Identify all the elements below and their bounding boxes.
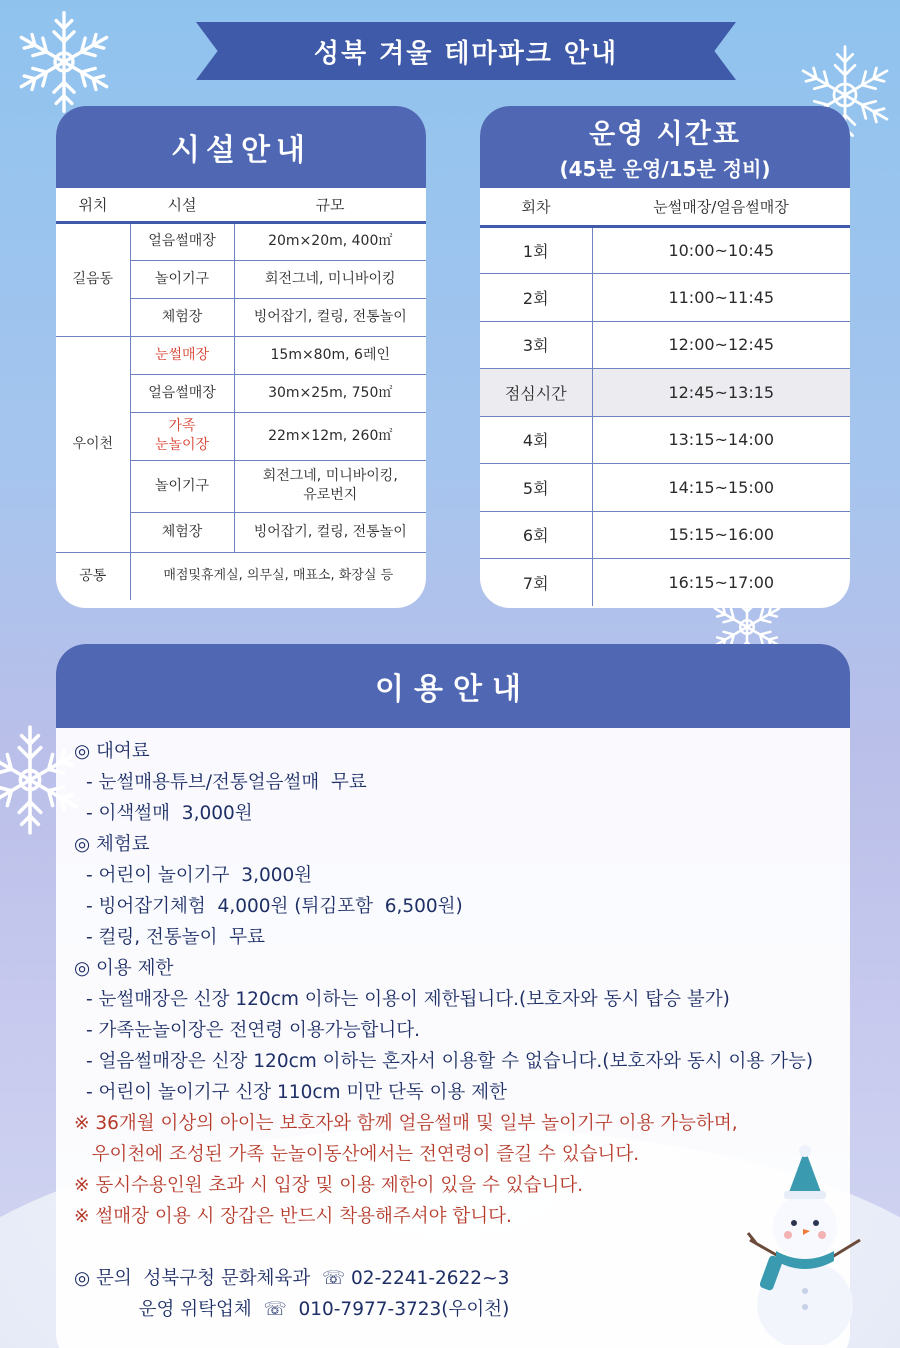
time-cell: 12:00~12:45 bbox=[592, 321, 850, 369]
round-cell: 5회 bbox=[480, 464, 592, 512]
facilities-card bbox=[56, 106, 426, 608]
round-cell: 1회 bbox=[480, 226, 592, 274]
size-cell: 회전그네, 미니바이킹 bbox=[234, 260, 426, 298]
section-heading: ◎ 체험료 bbox=[74, 834, 150, 855]
header-time: 눈썰매장/얼음썰매장 bbox=[592, 188, 850, 226]
schedule-row bbox=[480, 511, 850, 559]
usage-list bbox=[56, 728, 850, 1325]
schedule-card bbox=[480, 106, 850, 608]
common-facilities-cell: 매점및휴게실, 의무실, 매표소, 화장실 등 bbox=[130, 552, 426, 600]
list-item: - 눈썰매장은 신장 120cm 이하는 이용이 제한됩니다.(보호자와 동시 탑승 불가) bbox=[86, 989, 730, 1010]
facility-cell: 가족 눈놀이장 bbox=[130, 412, 234, 460]
schedule-subtitle: (45분 운영/15분 정비) bbox=[559, 157, 771, 181]
facility-cell: 놀이기구 bbox=[130, 460, 234, 512]
round-cell: 2회 bbox=[480, 274, 592, 322]
schedule-row bbox=[480, 321, 850, 369]
list-item: - 컬링, 전통놀이 무료 bbox=[86, 927, 266, 948]
notice-line: ※ 36개월 이상의 아이는 보호자와 함께 얼음썰매 및 일부 놀이기구 이용 가능하며, bbox=[74, 1113, 738, 1134]
schedule-header-row bbox=[480, 188, 850, 226]
size-cell: 빙어잡기, 컬링, 전통놀이 bbox=[234, 512, 426, 552]
time-cell: 10:00~10:45 bbox=[592, 226, 850, 274]
size-cell: 빙어잡기, 컬링, 전통놀이 bbox=[234, 298, 426, 336]
time-cell: 16:15~17:00 bbox=[592, 559, 850, 607]
section-heading: ◎ 이용 제한 bbox=[74, 958, 174, 979]
section-heading: ◎ 문의 성북구청 문화체육과 ☏ 02-2241-2622~3 bbox=[74, 1268, 510, 1289]
snowflake-icon bbox=[8, 6, 120, 118]
time-cell: 14:15~15:00 bbox=[592, 464, 850, 512]
size-cell: 20m×20m, 400㎡ bbox=[234, 222, 426, 260]
section-heading: ◎ 대여료 bbox=[74, 741, 150, 762]
location-cell: 우이천 bbox=[56, 336, 130, 552]
schedule-row bbox=[480, 416, 850, 464]
round-cell: 점심시간 bbox=[480, 369, 592, 417]
size-cell: 22m×12m, 260㎡ bbox=[234, 412, 426, 460]
title-banner bbox=[196, 22, 736, 80]
notice-line: ※ 썰매장 이용 시 장갑은 반드시 착용해주셔야 합니다. bbox=[74, 1206, 512, 1227]
list-item: - 얼음썰매장은 신장 120cm 이하는 혼자서 이용할 수 없습니다.(보호자와 동시 이용 가능) bbox=[86, 1051, 814, 1072]
time-cell: 15:15~16:00 bbox=[592, 511, 850, 559]
schedule-header bbox=[480, 106, 850, 188]
size-cell: 30m×25m, 750㎡ bbox=[234, 374, 426, 412]
header-facility: 시설 bbox=[130, 188, 234, 222]
usage-title: 이용안내 bbox=[56, 644, 850, 728]
time-cell: 12:45~13:15 bbox=[592, 369, 850, 417]
time-cell: 13:15~14:00 bbox=[592, 416, 850, 464]
table-row bbox=[56, 222, 426, 260]
size-cell: 회전그네, 미니바이킹, 유로번지 bbox=[234, 460, 426, 512]
location-cell: 길음동 bbox=[56, 222, 130, 336]
list-item: - 이색썰매 3,000원 bbox=[86, 803, 253, 824]
schedule-table bbox=[480, 188, 850, 606]
facility-cell: 체험장 bbox=[130, 298, 234, 336]
header-location: 위치 bbox=[56, 188, 130, 222]
table-row bbox=[56, 552, 426, 600]
header-size: 규모 bbox=[234, 188, 426, 222]
list-item: - 가족눈놀이장은 전연령 이용가능합니다. bbox=[86, 1020, 421, 1041]
schedule-title: 운영 시간표 bbox=[589, 119, 741, 150]
notice-line: 우이천에 조성된 가족 눈놀이동산에서는 전연령이 즐길 수 있습니다. bbox=[74, 1144, 640, 1165]
facilities-title: 시설안내 bbox=[56, 106, 426, 188]
round-cell: 7회 bbox=[522, 574, 549, 593]
list-item: - 빙어잡기체험 4,000원 (튀김포함 6,500원) bbox=[86, 896, 463, 917]
facility-cell: 눈썰매장 bbox=[130, 336, 234, 374]
table-row bbox=[56, 336, 426, 374]
schedule-row bbox=[480, 464, 850, 512]
facilities-header-row bbox=[56, 188, 426, 222]
facility-cell: 얼음썰매장 bbox=[130, 222, 234, 260]
schedule-row bbox=[480, 226, 850, 274]
usage-card bbox=[56, 644, 850, 1348]
header-round: 회차 bbox=[480, 188, 592, 226]
snowman-illustration bbox=[740, 1145, 870, 1345]
size-cell: 15m×80m, 6레인 bbox=[234, 336, 426, 374]
schedule-row bbox=[480, 274, 850, 322]
list-item: - 어린이 놀이기구 3,000원 bbox=[86, 865, 313, 886]
facilities-table bbox=[56, 188, 426, 600]
facility-cell: 체험장 bbox=[130, 512, 234, 552]
lunch-row bbox=[480, 369, 850, 417]
location-cell: 공통 bbox=[79, 567, 107, 584]
facility-cell: 놀이기구 bbox=[130, 260, 234, 298]
notice-line: ※ 동시수용인원 초과 시 입장 및 이용 제한이 있을 수 있습니다. bbox=[74, 1175, 584, 1196]
time-cell: 11:00~11:45 bbox=[592, 274, 850, 322]
facility-cell: 얼음썰매장 bbox=[130, 374, 234, 412]
schedule-row bbox=[480, 559, 850, 607]
list-item: - 어린이 놀이기구 신장 110cm 미만 단독 이용 제한 bbox=[86, 1082, 508, 1103]
banner-title: 성북 겨울 테마파크 안내 bbox=[313, 38, 619, 69]
spacer bbox=[74, 1232, 850, 1263]
list-item: - 눈썰매용튜브/전통얼음썰매 무료 bbox=[86, 772, 367, 793]
round-cell: 3회 bbox=[480, 321, 592, 369]
section-heading: 운영 위탁업체 ☏ 010-7977-3723(우이천) bbox=[74, 1299, 510, 1320]
round-cell: 4회 bbox=[480, 416, 592, 464]
round-cell: 6회 bbox=[480, 511, 592, 559]
